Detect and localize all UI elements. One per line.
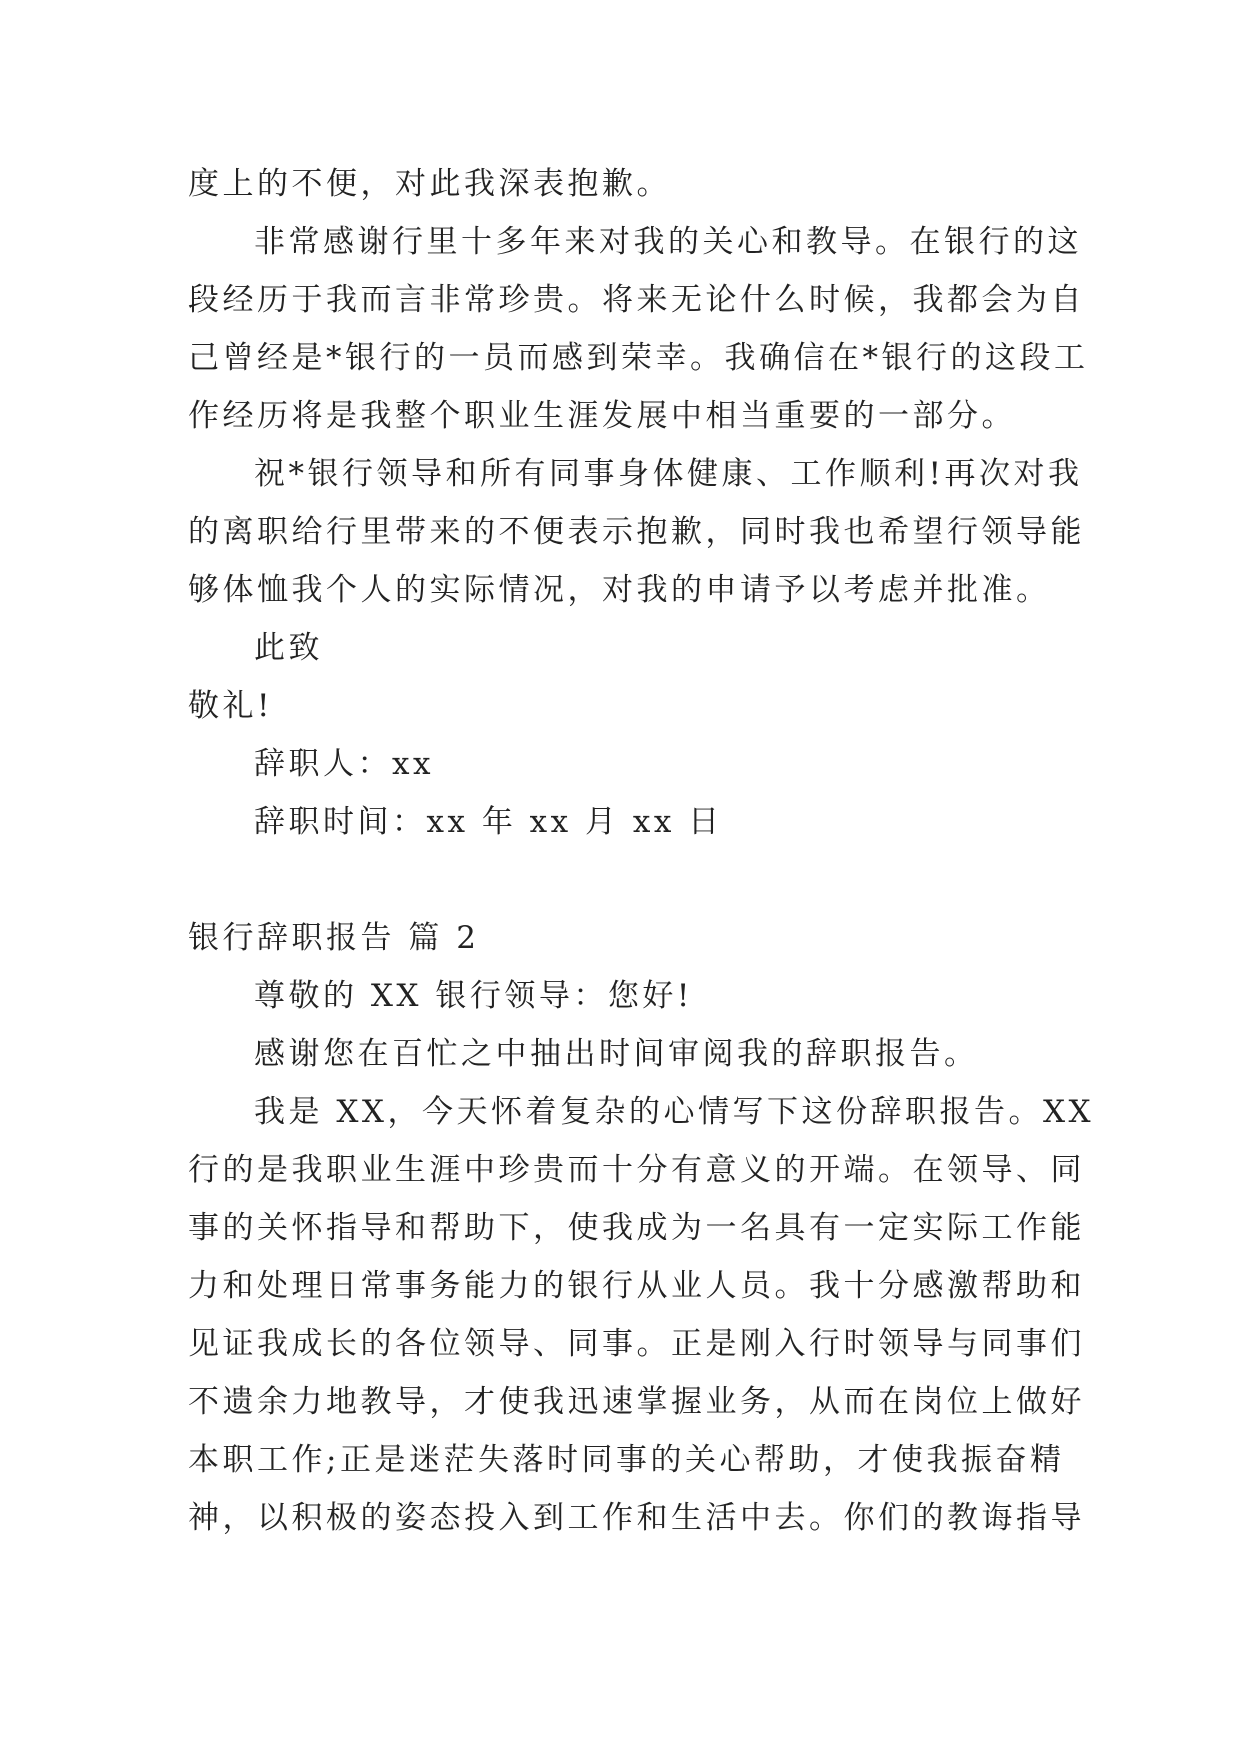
text-line: 本职工作;正是迷茫失落时同事的关心帮助，才使我振奋精 [188,1442,1065,1478]
text-line: 够体恤我个人的实际情况，对我的申请予以考虑并批准。 [188,572,1051,608]
text-line: 非常感谢行里十多年来对我的关心和教导。在银行的这 [254,224,1082,260]
text-line: 段经历于我而言非常珍贵。将来无论什么时候，我都会为自 [188,282,1085,318]
text-line: 己曾经是*银行的一员而感到荣幸。我确信在*银行的这段工 [188,340,1089,376]
closing-regards: 敬礼! [188,688,273,724]
text-line: 作经历将是我整个职业生涯发展中相当重要的一部分。 [188,398,1016,434]
signature-name: 辞职人：xx [254,746,434,782]
text-line: 见证我成长的各位领导、同事。正是刚入行时领导与同事们 [188,1326,1085,1362]
text-line: 我是 XX，今天怀着复杂的心情写下这份辞职报告。XX [254,1094,1095,1130]
text-line: 力和处理日常事务能力的银行从业人员。我十分感激帮助和 [188,1268,1085,1304]
text-line: 行的是我职业生涯中珍贵而十分有意义的开端。在领导、同 [188,1152,1085,1188]
signature-date: 辞职时间：xx 年 xx 月 xx 日 [254,804,723,840]
text-line: 神，以积极的姿态投入到工作和生活中去。你们的教诲指导 [188,1500,1085,1536]
greeting: 尊敬的 XX 银行领导：您好! [254,978,693,1014]
text-line: 不遗余力地教导，才使我迅速掌握业务，从而在岗位上做好 [188,1384,1085,1420]
section-heading: 银行辞职报告 篇 2 [188,920,480,956]
text-line: 度上的不便，对此我深表抱歉。 [188,166,671,202]
closing-salutation: 此致 [254,630,323,666]
text-line: 的离职给行里带来的不便表示抱歉，同时我也希望行领导能 [188,514,1085,550]
text-line: 事的关怀指导和帮助下，使我成为一名具有一定实际工作能 [188,1210,1085,1246]
text-line: 感谢您在百忙之中抽出时间审阅我的辞职报告。 [254,1036,979,1072]
text-line: 祝*银行领导和所有同事身体健康、工作顺利!再次对我 [254,456,1083,492]
